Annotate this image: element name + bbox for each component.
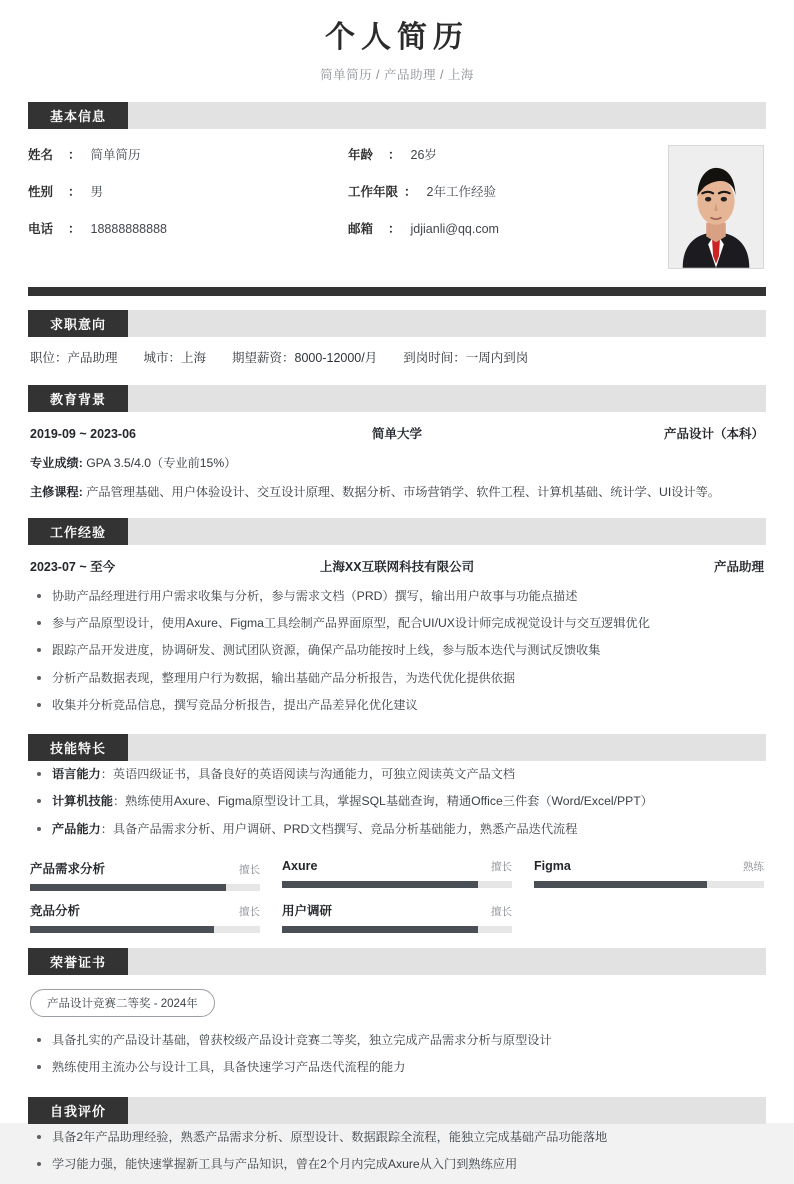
skill-bar-item — [282, 899, 512, 933]
education-courses-label: 主修课程: — [30, 485, 83, 500]
section-title-work: 工作经验 — [28, 518, 128, 545]
list-item: 收集并分析竞品信息，撰写竞品分析报告，提出产品差异化优化建议 — [32, 696, 764, 714]
skill-name: Figma — [534, 859, 571, 874]
skill-progress-fill — [534, 881, 707, 888]
work-entry-header — [28, 545, 766, 583]
intent-salary: 期望薪资：8000-12000/月 — [232, 351, 378, 365]
field-name-label: 姓名 — [28, 148, 54, 162]
work-role: 产品助理 — [713, 559, 764, 574]
list-item: 跟踪产品开发进度，协调研发、测试团队资源，确保产品功能按时上线，参与版本迭代与测试反馈收集 — [32, 641, 764, 659]
education-major: 产品设计（本科） — [663, 427, 764, 441]
page-subtitle: 简单简历 / 产品助理 / 上海 — [320, 68, 474, 82]
work-company: 上海XX互联网科技有限公司 — [319, 559, 475, 574]
field-email — [348, 219, 668, 237]
list-item — [32, 820, 764, 838]
intent-city: 城市：上海 — [143, 351, 207, 365]
education-school: 简单大学 — [371, 427, 422, 441]
honor-bullet-list — [28, 1027, 766, 1088]
section-header-skills — [28, 734, 766, 761]
field-phone-value: 18888888888 — [90, 222, 167, 236]
skill-bullet-label: 语言能力 — [52, 767, 101, 782]
colon-glyph: ： — [388, 148, 401, 162]
work-bullet-list — [28, 583, 766, 725]
section-title-self: 自我评价 — [28, 1097, 128, 1124]
avatar — [668, 145, 764, 269]
skill-level: 擅长 — [491, 861, 512, 874]
section-title-intent: 求职意向 — [28, 310, 128, 337]
field-gender — [28, 182, 348, 200]
colon-glyph: ： — [388, 222, 401, 236]
field-work-years-value: 2年工作经验 — [426, 185, 496, 199]
education-courses — [28, 479, 766, 508]
skill-progress-fill — [282, 926, 478, 933]
skill-progress-track — [282, 926, 512, 933]
section-title-education: 教育背景 — [28, 385, 128, 412]
list-item: 分析产品数据表现，整理用户行为数据，输出基础产品分析报告，为迭代优化提供依据 — [32, 669, 764, 687]
list-item: 学习能力强，能快速掌握新工具与产品知识，曾在2个月内完成Axure从入门到熟练应用 — [32, 1155, 764, 1173]
skill-progress-fill — [30, 884, 226, 891]
field-age-value: 26岁 — [410, 148, 437, 162]
section-title-skills: 技能特长 — [28, 734, 128, 761]
list-item — [32, 792, 764, 810]
skill-bar-caption — [534, 859, 764, 874]
self-bullet-list — [28, 1124, 766, 1184]
skills-bullet-list — [28, 761, 766, 849]
field-name — [28, 145, 348, 163]
skill-bar-caption — [30, 859, 260, 877]
education-entry-header — [28, 412, 766, 450]
skill-bar-grid — [28, 849, 766, 939]
section-title-honor: 荣誉证书 — [28, 948, 128, 975]
field-work-years-label: 工作年限 — [348, 185, 399, 199]
basic-info-row — [28, 182, 668, 200]
field-phone — [28, 219, 348, 237]
skill-level: 擅长 — [491, 906, 512, 919]
work-date: 2023-07 ~ 至今 — [30, 559, 116, 574]
resume-header — [28, 0, 766, 93]
section-header-basic — [28, 102, 766, 129]
avatar-illustration — [669, 146, 763, 268]
skill-name: 产品需求分析 — [30, 862, 106, 877]
field-email-label: 邮箱 — [348, 222, 374, 236]
skill-bar-caption — [282, 859, 512, 874]
skill-level: 熟练 — [743, 861, 764, 874]
list-item: 具备2年产品助理经验，熟悉产品需求分析、原型设计、数据跟踪全流程，能独立完成基础产品功能落地 — [32, 1128, 764, 1146]
section-header-work — [28, 518, 766, 545]
education-gpa — [28, 450, 766, 479]
skill-progress-track — [534, 881, 764, 888]
skill-level: 擅长 — [239, 864, 260, 877]
colon-glyph: ： — [68, 222, 81, 236]
education-gpa-value: GPA 3.5/4.0（专业前15%） — [86, 456, 237, 470]
section-header-self — [28, 1097, 766, 1124]
field-name-value: 简单简历 — [90, 148, 141, 162]
skill-bar-item — [30, 857, 260, 891]
education-gpa-label: 专业成绩: — [30, 456, 83, 470]
page-title: 个人简历 — [325, 21, 469, 54]
skill-bullet-text: ：具备产品需求分析、用户调研、PRD文档撰写、竞品分析基础能力，熟悉产品迭代流程 — [100, 821, 578, 836]
skill-bar-caption — [282, 901, 512, 919]
status-badge: 产品设计竞赛二等奖 - 2024年 — [30, 989, 215, 1017]
basic-info-row — [28, 219, 668, 237]
job-intent-row — [28, 337, 766, 376]
section-header-intent — [28, 310, 766, 337]
intent-position: 职位：产品助理 — [30, 351, 118, 365]
colon-glyph: ： — [404, 185, 417, 199]
basic-info-block — [28, 129, 766, 275]
skill-progress-fill — [282, 881, 478, 888]
list-item: 协助产品经理进行用户需求收集与分析，参与需求文档（PRD）撰写，输出用户故事与功能点描述 — [32, 587, 764, 605]
field-phone-label: 电话 — [28, 222, 54, 236]
skill-bar-item — [534, 857, 764, 891]
skill-progress-track — [282, 881, 512, 888]
field-age — [348, 145, 668, 163]
section-header-honor — [28, 948, 766, 975]
skill-bar-item — [30, 899, 260, 933]
skill-bar-empty-slot — [534, 899, 764, 933]
basic-info-fields — [28, 145, 668, 269]
education-courses-value: 产品管理基础、用户体验设计、交互设计原理、数据分析、市场营销学、软件工程、计算机基础、统计学、UI设计等。 — [86, 485, 720, 500]
skill-bullet-label: 产品能力 — [52, 821, 101, 836]
section-header-education — [28, 385, 766, 412]
skill-bar-caption — [30, 901, 260, 919]
skill-name: Axure — [282, 859, 318, 874]
education-date: 2019-09 ~ 2023-06 — [30, 427, 136, 441]
honor-tag-row — [28, 975, 766, 1027]
list-item: 具备扎实的产品设计基础，曾获校级产品设计竞赛二等奖，独立完成产品需求分析与原型设计 — [32, 1031, 764, 1049]
list-item: 参与产品原型设计，使用Axure、Figma工具绘制产品界面原型，配合UI/UX设计师完成视觉设计与交互逻辑优化 — [32, 614, 764, 632]
skill-progress-fill — [30, 926, 214, 933]
basic-info-row — [28, 145, 668, 163]
field-gender-label: 性别 — [28, 185, 54, 199]
field-gender-value: 男 — [90, 185, 104, 199]
skill-bullet-text: ：熟练使用Axure、Figma原型设计工具，掌握SQL基础查询，精通Office三件套（Word/Excel/PPT） — [112, 794, 653, 809]
field-age-label: 年龄 — [348, 148, 374, 162]
field-work-years — [348, 182, 668, 200]
skill-level: 擅长 — [239, 906, 260, 919]
section-title-basic: 基本信息 — [28, 102, 128, 129]
skill-progress-track — [30, 884, 260, 891]
field-email-value: jdjianli@qq.com — [410, 222, 499, 236]
colon-glyph: ： — [68, 148, 81, 162]
skill-bar-item — [282, 857, 512, 891]
skill-progress-track — [30, 926, 260, 933]
list-item — [32, 765, 764, 783]
colon-glyph: ： — [68, 185, 81, 199]
list-item: 熟练使用主流办公与设计工具，具备快速学习产品迭代流程的能力 — [32, 1058, 764, 1076]
skill-name: 用户调研 — [282, 904, 333, 919]
skill-bullet-label: 计算机技能 — [52, 794, 113, 809]
skill-name: 竞品分析 — [30, 904, 81, 919]
intent-onboard: 到岗时间：一周内到岗 — [403, 351, 529, 365]
skill-bullet-text: ：英语四级证书，具备良好的英语阅读与沟通能力，可独立阅读英文产品文档 — [100, 767, 516, 782]
section-divider — [28, 287, 766, 296]
